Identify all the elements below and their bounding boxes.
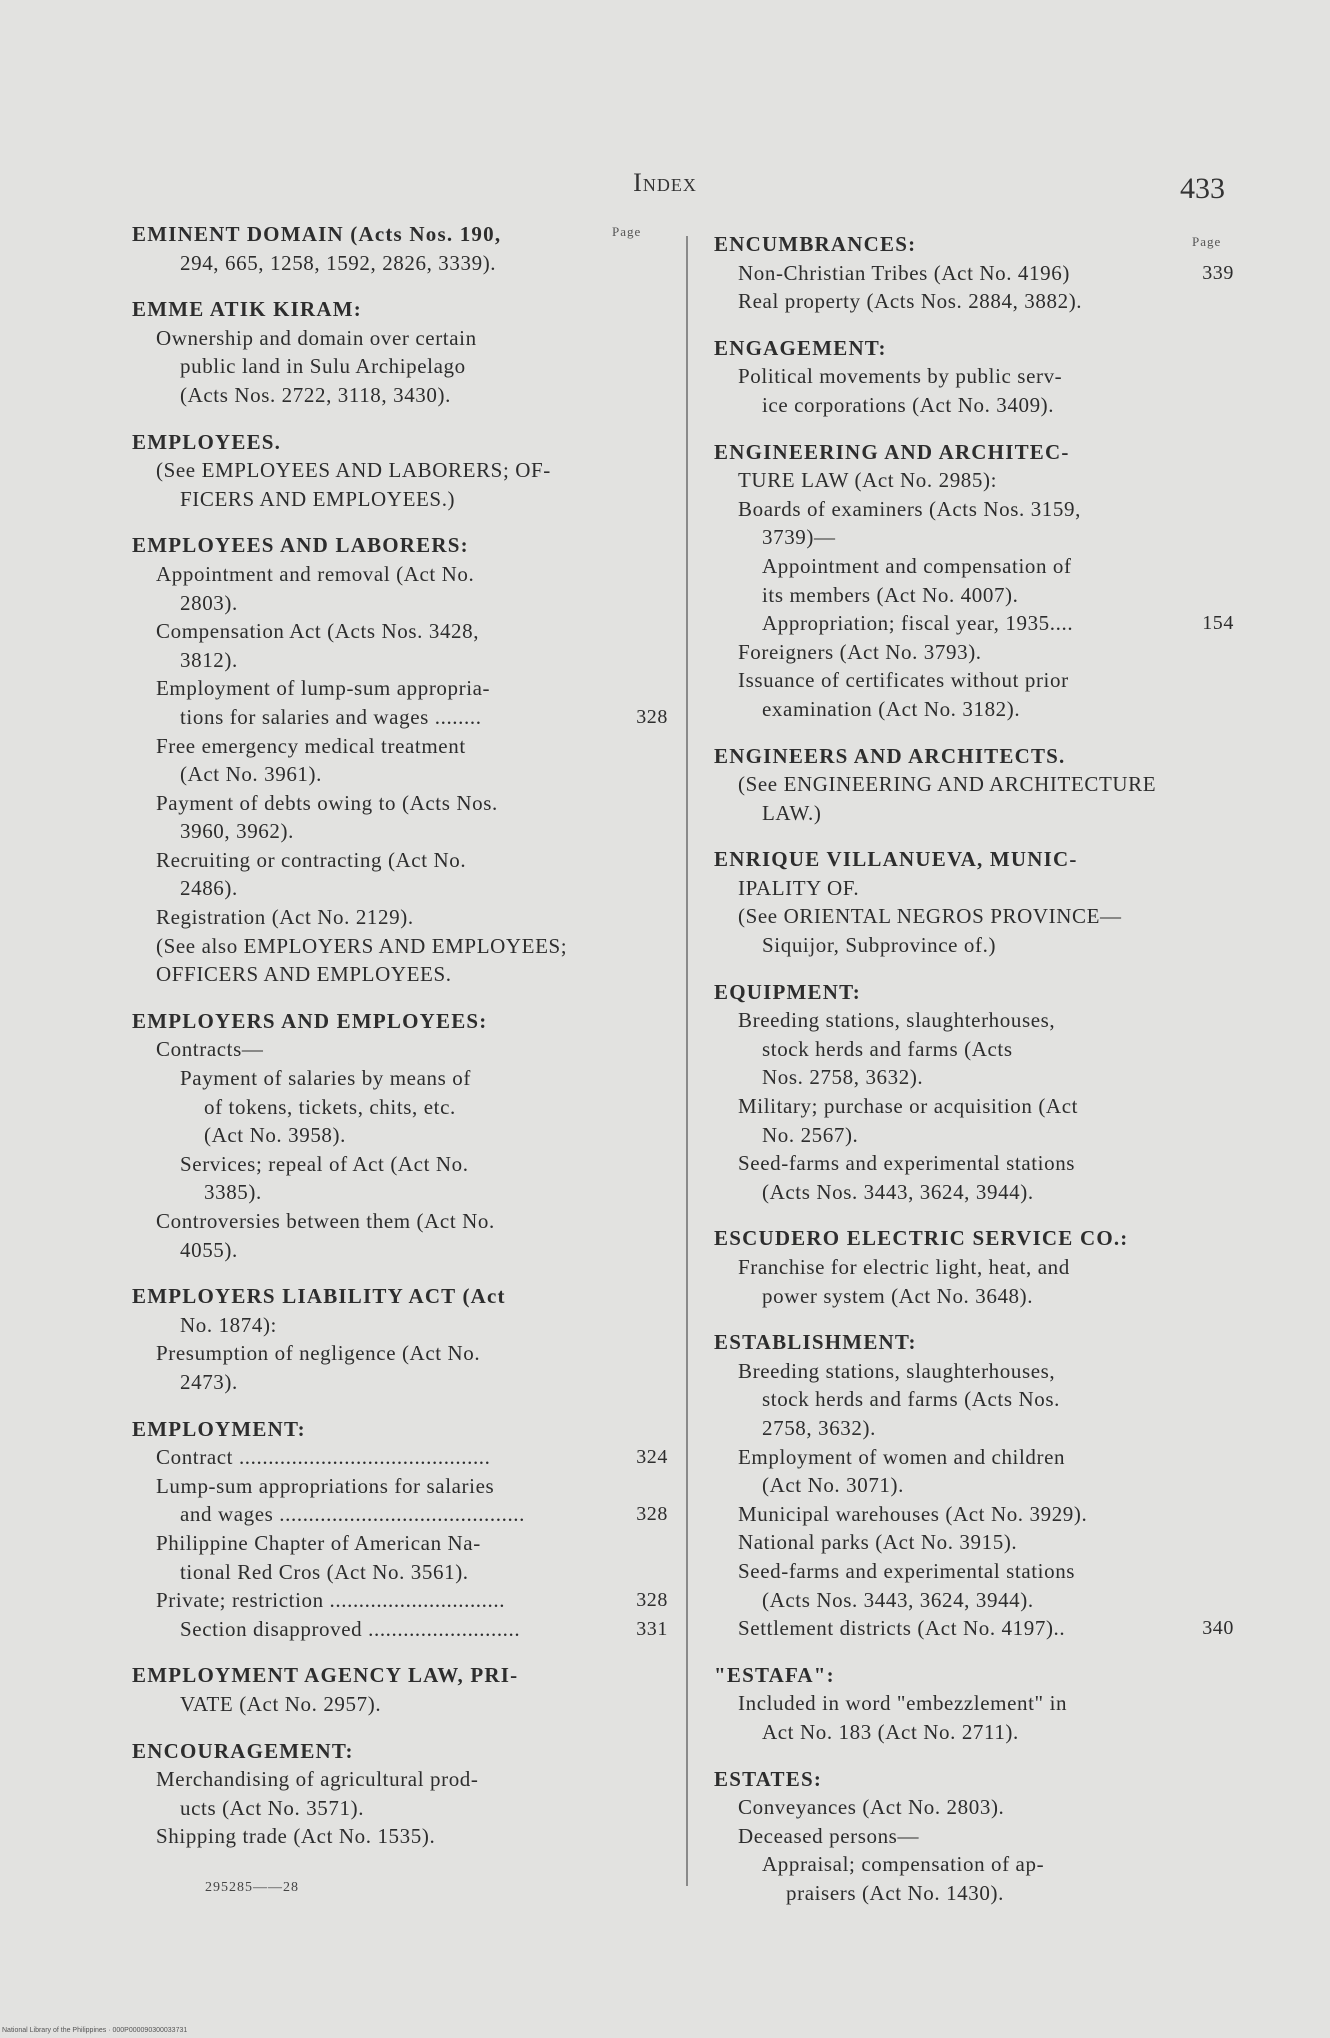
entry-text: ESTATES: [714,1766,823,1791]
entry-text: Contracts— [156,1037,264,1062]
entry-heading [132,1415,668,1444]
entry-text: 294, 665, 1258, 1592, 2826, 3339). [180,250,497,275]
entry-line [714,1443,1234,1472]
entry-line [132,960,668,989]
entry-text: 2473). [180,1369,238,1394]
entry-text: Franchise for electric light, heat, and [738,1255,1070,1279]
entry-text: Deceased persons— [738,1823,920,1848]
entry-text: OFFICERS AND EMPLOYEES. [156,962,452,987]
entry-line [714,523,1234,552]
index-entry [132,1737,668,1851]
entry-line [714,1689,1234,1718]
entry-text: (See ENGINEERING AND ARCHITECTURE [738,772,1157,797]
entry-text: EMPLOYERS LIABILITY ACT (Act [132,1284,506,1309]
entry-line [714,1614,1234,1643]
entry-text: 2758, 3632). [762,1415,876,1440]
entry-heading [714,1765,1234,1794]
entry-text: No. 1874): [180,1312,277,1337]
entry-text: 3739)— [762,525,836,550]
index-entry [714,845,1234,959]
entry-line [132,381,668,410]
entry-line [132,1178,668,1207]
page-reference: 324 [636,1446,668,1469]
index-entry [132,295,668,409]
entry-text: Appointment and removal (Act No. [156,561,475,586]
entry-text: 3385). [204,1180,262,1205]
entry-line [714,1006,1234,1035]
entry-text: Military; purchase or acquisition (Act [738,1094,1079,1119]
entry-text: Included in word "embezzlement" in [738,1691,1068,1716]
entry-line [132,1368,668,1397]
entry-line [132,1121,668,1150]
entry-text: 2486). [180,876,238,901]
entry-text: Philippine Chapter of American Na- [156,1530,481,1555]
entry-text: Presumption of negligence (Act No. [156,1341,481,1366]
entry-line [132,1035,668,1064]
entry-text: FICERS AND EMPLOYEES.) [180,486,456,511]
index-entry [714,1224,1234,1310]
entry-text: EMPLOYMENT AGENCY LAW, PRI- [132,1663,519,1688]
entry-text: ENCUMBRANCES: [714,232,917,256]
entry-text: Compensation Act (Acts Nos. 3428, [156,619,480,644]
entry-text: (Acts Nos. 3443, 3624, 3944). [762,1587,1034,1612]
entry-text: Municipal warehouses (Act No. 3929). [738,1501,1088,1526]
entry-line [714,1121,1234,1150]
entry-line [714,902,1234,931]
entry-line [132,249,668,278]
entry-text: (Act No. 3958). [204,1123,346,1148]
entry-line [132,1558,668,1587]
entry-line [714,1718,1234,1747]
entry-line [132,846,668,875]
entry-text: Recruiting or contracting (Act No. [156,847,467,872]
entry-line [132,703,668,732]
entry-text: TURE LAW (Act No. 2985): [738,468,998,493]
entry-line [714,1282,1234,1311]
entry-line [132,1794,668,1823]
entry-line [714,1092,1234,1121]
index-entry [132,1661,668,1718]
entry-heading [714,438,1234,467]
index-entry [714,742,1234,828]
entry-text: ESCUDERO ELECTRIC SERVICE CO.: [714,1226,1129,1251]
entry-heading [714,1224,1234,1253]
index-entry [132,220,668,277]
entry-line [714,799,1234,828]
entry-line [714,666,1234,695]
entry-text: and wages .......................................... [180,1502,525,1527]
entry-line [714,391,1234,420]
entry-line [714,362,1234,391]
entry-heading [132,1282,668,1311]
entry-line [714,770,1234,799]
page-reference: 328 [636,1503,668,1526]
entry-line [132,1443,668,1472]
entry-text: Foreigners (Act No. 3793). [738,639,982,664]
entry-line [714,287,1234,316]
entry-text: "ESTAFA": [714,1662,835,1687]
entry-text: Real property (Acts Nos. 2884, 3882). [738,289,1083,314]
entry-text: Payment of debts owing to (Acts Nos. [156,790,498,815]
entry-text: EMPLOYEES AND LABORERS: [132,533,469,558]
entry-text: Siquijor, Subprovince of.) [762,933,997,958]
entry-heading [132,531,668,560]
entry-text: Seed-farms and experimental stations [738,1558,1076,1583]
entry-text: EMPLOYMENT: [132,1416,306,1441]
right-column-page-label: Page [1192,234,1222,249]
entry-text: ENCOURAGEMENT: [132,1738,354,1763]
entry-line [714,1586,1234,1615]
entry-line [714,638,1234,667]
entry-text: Registration (Act No. 2129). [156,905,414,930]
entry-text: 3812). [180,647,238,672]
entry-text: its members (Act No. 4007). [762,582,1019,607]
entry-line [132,589,668,618]
entry-line [132,1093,668,1122]
running-head: Index [633,168,697,197]
entry-text: examination (Act No. 3182). [762,696,1021,721]
entry-text: Act No. 183 (Act No. 2711). [762,1719,1019,1744]
entry-line [132,817,668,846]
entry-text: (See EMPLOYEES AND LABORERS; OF- [156,458,551,483]
entry-text: Employment of women and children [738,1444,1066,1469]
entry-text: Shipping trade (Act No. 1535). [156,1824,436,1849]
entry-line [132,732,668,761]
entry-text: 3960, 3962). [180,819,294,844]
entry-text: (Acts Nos. 3443, 3624, 3944). [762,1179,1034,1204]
entry-line [132,1529,668,1558]
right-column [714,230,1234,1925]
entry-line [714,495,1234,524]
entry-heading [132,295,668,324]
entry-text: ice corporations (Act No. 3409). [762,392,1055,417]
entry-line [132,1064,668,1093]
entry-text: (See ORIENTAL NEGROS PROVINCE— [738,904,1122,929]
entry-line [132,1150,668,1179]
entry-line [132,760,668,789]
left-column [132,220,668,1869]
page-reference: 154 [1202,612,1234,635]
entry-line [714,1035,1234,1064]
entry-text: ENGINEERING AND ARCHITEC- [714,439,1070,464]
entry-line [132,932,668,961]
entry-line [714,1178,1234,1207]
entry-text: Issuance of certificates without prior [738,668,1069,693]
entry-line [132,617,668,646]
entry-text: Ownership and domain over certain [156,325,477,350]
entry-line [714,552,1234,581]
entry-text: Services; repeal of Act (Act No. [180,1151,469,1176]
entry-text: tional Red Cros (Act No. 3561). [180,1559,469,1584]
entry-heading [714,230,1234,259]
entry-line [714,609,1234,638]
entry-line [132,1207,668,1236]
entry-text: ENGAGEMENT: [714,335,887,360]
entry-line [132,456,668,485]
entry-line [132,1311,668,1340]
index-entry [132,531,668,989]
entry-line [132,1822,668,1851]
printer-signature: 295285——28 [205,1880,299,1895]
entry-text: Conveyances (Act No. 2803). [738,1795,1005,1820]
entry-text: Payment of salaries by means of [180,1066,471,1091]
entry-text: ucts (Act No. 3571). [180,1795,365,1820]
entry-text: EMPLOYEES. [132,429,282,454]
entry-text: ESTABLISHMENT: [714,1330,917,1355]
entry-text: (Act No. 3071). [762,1473,904,1498]
entry-text: Settlement districts (Act No. 4197).. [738,1616,1066,1641]
entry-line [714,259,1234,288]
index-entry [714,978,1234,1207]
entry-line [132,1339,668,1368]
entry-line [714,581,1234,610]
entry-text: Free emergency medical treatment [156,733,466,758]
entry-text: tions for salaries and wages ........ [180,704,482,729]
entry-text: Boards of examiners (Acts Nos. 3159, [738,496,1081,521]
entry-line [714,1557,1234,1586]
entry-text: Private; restriction .............................. [156,1588,506,1613]
entry-line [714,1414,1234,1443]
entry-heading [714,845,1234,874]
entry-line [132,1236,668,1265]
entry-text: Seed-farms and experimental stations [738,1151,1076,1176]
entry-text: LAW.) [762,800,822,825]
entry-line [714,1528,1234,1557]
entry-text: praisers (Act No. 1430). [786,1880,1004,1905]
page-reference: 339 [1202,261,1234,284]
entry-line [132,1765,668,1794]
left-column-page-label: Page [612,224,642,239]
index-entry [714,230,1234,316]
page-reference: 328 [636,1589,668,1612]
index-entry [132,1415,668,1644]
entry-heading [132,1007,668,1036]
entry-line [714,1063,1234,1092]
index-entry [714,334,1234,420]
entry-text: Lump-sum appropriations for salaries [156,1473,495,1498]
entry-line [714,695,1234,724]
entry-line [132,1586,668,1615]
entry-text: Employment of lump-sum appropria- [156,676,491,701]
index-entry [714,1328,1234,1643]
entry-heading [714,978,1234,1007]
entry-line [714,874,1234,903]
page-reference: 340 [1202,1617,1234,1640]
entry-line [714,1149,1234,1178]
entry-line [714,1471,1234,1500]
entry-text: EMPLOYERS AND EMPLOYEES: [132,1008,488,1033]
entry-line [714,931,1234,960]
entry-text: No. 2567). [762,1122,859,1147]
page-number: 433 [1180,172,1225,205]
entry-line [132,646,668,675]
entry-text: 2803). [180,590,238,615]
entry-text: of tokens, tickets, chits, etc. [204,1094,456,1119]
entry-line [714,1500,1234,1529]
entry-text: Breeding stations, slaughterhouses, [738,1358,1056,1383]
entry-text: (See also EMPLOYERS AND EMPLOYEES; [156,933,568,958]
entry-text: Nos. 2758, 3632). [762,1065,924,1090]
library-credit: National Library of the Philippines · 000P000090300033731 [2,2027,188,2034]
entry-text: Non-Christian Tribes (Act No. 4196) [738,260,1070,285]
index-entry [714,1765,1234,1908]
entry-text: VATE (Act No. 2957). [180,1691,382,1716]
entry-text: EQUIPMENT: [714,979,861,1004]
page-reference: 331 [636,1617,668,1640]
page-reference: 328 [636,705,668,728]
entry-text: (Acts Nos. 2722, 3118, 3430). [180,382,451,407]
entry-text: Appraisal; compensation of ap- [762,1852,1045,1877]
entry-text: IPALITY OF. [738,875,860,900]
index-entry [132,428,668,514]
entry-text: Appropriation; fiscal year, 1935.... [762,611,1074,636]
entry-text: National parks (Act No. 3915). [738,1530,1018,1555]
entry-heading [132,428,668,457]
entry-line [714,1879,1234,1908]
entry-text: EMINENT DOMAIN (Acts Nos. 190, [132,222,502,246]
entry-text: Merchandising of agricultural prod- [156,1767,479,1792]
entry-text: ENGINEERS AND ARCHITECTS. [714,743,1066,768]
entry-line [132,1615,668,1644]
entry-line [132,874,668,903]
entry-text: Political movements by public serv- [738,364,1063,389]
index-entry [132,1007,668,1264]
entry-line [132,1472,668,1501]
entry-text: Controversies between them (Act No. [156,1209,495,1233]
entry-line [132,352,668,381]
entry-text: 4055). [180,1237,238,1262]
entry-heading [714,742,1234,771]
entry-line [132,1690,668,1719]
entry-heading [132,1661,668,1690]
entry-line [132,903,668,932]
entry-text: power system (Act No. 3648). [762,1283,1034,1308]
entry-line [132,789,668,818]
entry-text: Breeding stations, slaughterhouses, [738,1008,1056,1033]
entry-line [132,485,668,514]
entry-line [714,1793,1234,1822]
entry-text: ENRIQUE VILLANUEVA, MUNIC- [714,847,1078,872]
entry-line [714,1253,1234,1282]
entry-line [714,1822,1234,1851]
index-entry [132,1282,668,1396]
entry-heading [714,1328,1234,1357]
entry-text: EMME ATIK KIRAM: [132,297,362,322]
entry-heading [132,1737,668,1766]
entry-line [714,1357,1234,1386]
entry-heading [714,334,1234,363]
entry-text: stock herds and farms (Acts [762,1036,1013,1061]
entry-text: (Act No. 3961). [180,762,322,787]
entry-line [714,1850,1234,1879]
entry-line [714,466,1234,495]
entry-text: Contract ........................................... [156,1445,491,1470]
entry-line [132,674,668,703]
entry-line [132,1500,668,1529]
entry-line [714,1385,1234,1414]
column-divider [686,236,688,1886]
index-entry [714,1661,1234,1747]
entry-line [132,324,668,353]
entry-line [132,560,668,589]
entry-text: stock herds and farms (Acts Nos. [762,1387,1060,1412]
entry-text: Section disapproved .......................... [180,1616,521,1641]
entry-heading [714,1661,1234,1690]
entry-text: Appointment and compensation of [762,553,1072,578]
entry-heading [132,220,668,249]
index-entry [714,438,1234,724]
entry-text: public land in Sulu Archipelago [180,354,466,379]
